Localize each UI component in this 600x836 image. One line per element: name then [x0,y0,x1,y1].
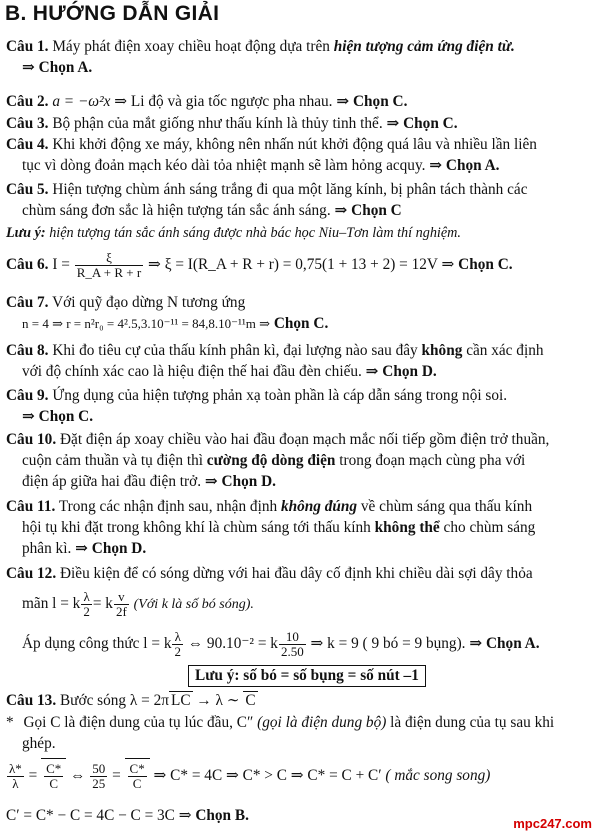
q8-text2: cần xác định [466,342,544,359]
note1-text: hiện tượng tán sắc ánh sáng được nhà bác học Niu–Tơn làm thí nghiệm. [49,225,461,241]
q6-label: Câu 6. [6,256,49,273]
q3-label: Câu 3. [6,115,49,132]
q10-line2b: trong đoạn mạch cùng pha với [339,452,526,469]
q11-strong1: không đúng [280,498,358,515]
q13-explain [6,712,594,754]
q2-text: Li độ và gia tốc ngược pha nhau. [130,93,333,110]
q11-label: Câu 11. [6,498,56,515]
q12-f3-den: 2.50 [280,643,304,659]
q13-star: * [6,714,14,731]
q13-label: Câu 13. [6,692,57,709]
q11-line2b: cho chùm sáng [443,519,536,536]
question-3 [6,113,594,134]
q13-frac-50 [90,762,107,791]
q8-strong: không [421,342,463,359]
q13-answer: Chọn B. [195,807,249,824]
q6-den: R_A + R + r [76,264,142,280]
q13-equiv: ⇔ [70,767,86,784]
q13-line3: ghép. [22,735,56,752]
q12-line3a: Áp dụng công thức l = k [22,635,172,652]
q5-label: Câu 5. [6,181,49,198]
q3-text: Bộ phận của mắt giống như thấu kính là thủy tinh thể. [52,115,383,132]
q12-label: Câu 12. [6,565,57,582]
q13-text1: Bước sóng λ = 2π [59,692,169,709]
q6-formula-start: I = [52,256,70,273]
section-title: B. HƯỚNG DẪN GIẢI [5,2,220,25]
q2-formula: a = −ω²x ⇒ [52,93,128,110]
q4-line1: Khi khởi động xe máy, không nên nhấn nút khởi động quá lâu và nhiều lần liên [52,136,537,153]
q10-label: Câu 10. [6,431,57,448]
q12-f1b-den: 2 [174,643,181,659]
q13-line5: C′ = C* − C = 4C − C = 3C ⇒ [6,807,192,824]
question-9 [6,385,594,427]
q11-answer: ⇒ Chọn D. [75,540,147,557]
q12-line3c: ⇒ k = 9 ( 9 bó = 9 bụng). [310,635,466,652]
q13-ratio: $\frac{\lambda*}{\lambda}$ = $\frac{C*}{C}$ ⇔ $\frac{50}{25}$ = $\frac{C*}{C}$ ⇒ C* = 4C ⇒ C* > C ⇒ C* = C + C′ ( mắc song song) [6,758,594,793]
q12-note: (Với k là số bó sóng). [133,597,254,612]
q13-rd-den: C [132,775,142,791]
q9-answer: ⇒ Chọn C. [22,408,94,425]
q13-rc-den: 25 [92,775,106,791]
question-12 [6,563,594,584]
q10-strong: cường độ dòng điện [206,452,336,469]
question-10 [6,429,594,492]
q12-boxed-note: Lưu ý: số bó = số bụng = số nút –1 [188,665,426,687]
q12-line2b: = k [92,595,113,612]
q2-answer: ⇒ Chọn C. [336,93,408,110]
q9-label: Câu 9. [6,387,49,404]
q7-text: Với quỹ đạo dừng N tương ứng [52,294,246,311]
q1-text: Máy phát điện xoay chiều hoạt động dựa trên [52,38,330,55]
q13-text2: → λ ∼ [196,692,240,709]
q4-answer: ⇒ Chọn A. [429,157,500,174]
q3-answer: ⇒ Chọn C. [386,115,458,132]
q12-frac-10 [279,630,306,659]
q13-sqrt-lc: LC [170,692,191,709]
q7-answer: Chọn C. [273,315,329,332]
q8-answer: ⇒ Chọn D. [365,363,437,380]
question-7 [6,292,594,334]
q1-emph: hiện tượng cảm ứng điện từ. [333,38,515,55]
q12-f2-num: v [114,590,129,605]
q12-f3-num: 10 [279,630,306,645]
q12-f1-den: 2 [83,603,90,619]
q13-eq-note: ( mắc song song) [385,767,491,784]
q12-line2a: mãn l = k [22,595,81,612]
q5-line2: chùm sáng đơn sắc là hiện tượng tán sắc ánh sáng. [22,202,331,219]
q10-answer: ⇒ Chọn D. [204,473,276,490]
question-8 [6,340,594,382]
note-dispersion [6,223,594,244]
q13-frac-lambda [7,762,24,791]
question-13 [6,690,594,711]
q13-sqrt-c: C [245,692,256,709]
q13-frac-c2 [128,762,147,791]
q13-line2a: Gọi C là điện dung của tụ lúc đầu, C″ [23,714,254,731]
q11-line1a: Trong các nhận định sau, nhận định [58,498,278,515]
q6-formula-end: ⇒ ξ = I(R_A + R + r) = 0,75(1 + 13 + 2) = 12V ⇒ [148,256,455,273]
q13-rb-den: C [49,775,59,791]
q12-frac-lambda-2 [172,630,183,659]
q12-line1: Điều kiện để có sóng dừng với hai đầu dây cố định khi chiều dài sợi dây thỏa [59,565,533,582]
question-2 [6,91,594,112]
q11-strong2: không thể [374,519,440,536]
question-1 [6,36,594,78]
q12-application [6,628,594,660]
q12-frac-v [114,590,129,619]
q7-formula: n = 4 ⇒ r = n²r₀ = 4².5,3.10⁻¹¹ = 84,8.10⁻¹¹m ⇒ [22,316,271,331]
footer-watermark[interactable]: mpc247.com [513,816,592,831]
question-11 [6,496,594,559]
question-4 [6,134,594,176]
q13-rc-num: 50 [92,760,106,776]
q11-line2a: hội tụ khi đặt trong không khí là chùm sáng tới thấu kính [22,519,371,536]
q13-sqrt-ratio [41,758,66,793]
q10-line2a: cuộn cảm thuần và tụ điện thì [22,452,203,469]
note1-label: Lưu ý: [6,225,46,241]
q10-line3: điện áp giữa hai đầu điện trở. [22,473,202,490]
q11-line3: phân kì. [22,540,72,557]
q13-frac-c [44,762,63,791]
question-6 [6,249,594,281]
q6-fraction [75,251,144,280]
q12-frac-lambda [81,590,92,619]
q13-rd-num: C* [129,760,145,776]
q13-rb-num: C* [46,760,62,776]
q4-label: Câu 4. [6,136,49,153]
q8-text1: Khi đo tiêu cự của thấu kính phân kì, đại lượng nào sau đây [52,342,418,359]
q13-ra-num: λ* [9,760,22,776]
q12-f2-den: 2f [115,603,127,619]
q13-sqrt-ratio-2 [125,758,150,793]
q12-answer: ⇒ Chọn A. [469,635,540,652]
q1-label: Câu 1. [6,38,49,55]
q5-answer: ⇒ Chọn C [334,202,402,219]
q13-line2-note: (gọi là điện dung bộ) [257,714,387,731]
q2-label: Câu 2. [6,93,49,110]
q8-line2: với độ chính xác cao là hiệu điện thế hai đầu đèn chiếu. [22,363,362,380]
q11-line1b: về chùm sáng qua thấu kính [360,498,533,515]
q12-f1-num: λ [81,590,92,605]
q12-condition [6,588,594,621]
q12-f1b-num: λ [172,630,183,645]
q8-label: Câu 8. [6,342,49,359]
q7-label: Câu 7. [6,294,49,311]
q10-line1: Đặt điện áp xoay chiều vào hai đầu đoạn mạch mắc nối tiếp gồm điện trở thuần, [59,431,550,448]
q12-line3b: ⇔ 90.10⁻² = k [187,635,278,652]
question-5 [6,179,594,221]
q5-line1: Hiện tượng chùm ánh sáng trắng đi qua một lăng kính, bị phân tách thành các [52,181,528,198]
q4-line2: tục vì dòng đoản mạch kéo dài tỏa nhiệt mạnh sẽ làm hỏng acquy. [22,157,426,174]
q6-num: ξ [75,251,144,266]
q6-answer: Chọn C. [458,256,513,273]
q13-ra-den: λ [12,775,19,791]
q13-result [6,805,594,826]
q13-eq2: ⇒ C* = 4C ⇒ C* > C ⇒ C* = C + C′ [153,767,382,784]
q1-answer: ⇒ Chọn A. [22,59,93,76]
q13-line2b: là điện dung của tụ sau khi [390,714,555,731]
q9-text: Ứng dụng của hiện tượng phản xạ toàn phần là cáp dẫn sáng trong nội soi. [52,387,508,404]
